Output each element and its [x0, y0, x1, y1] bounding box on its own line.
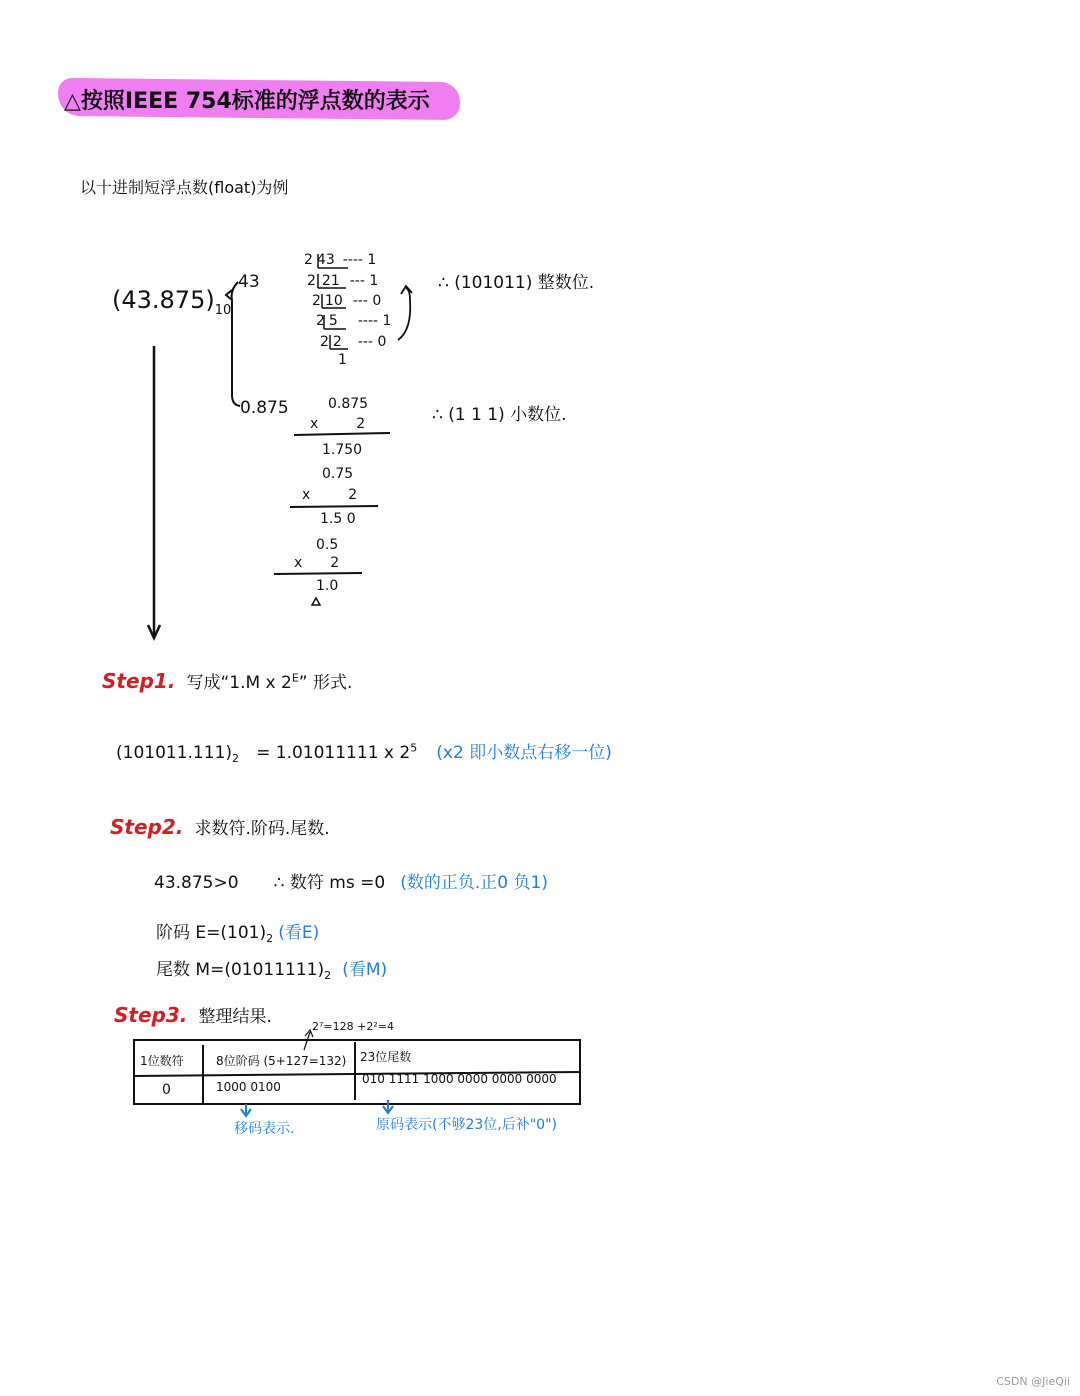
integer-part: 43 — [238, 272, 260, 292]
page-title: △按照IEEE 754标准的浮点数的表示 — [64, 89, 430, 114]
value-sign: 0 — [162, 1082, 171, 1098]
true-form-label: 原码表示(不够23位,后补"0") — [376, 1117, 557, 1133]
value-exponent: 1000 0100 — [216, 1080, 281, 1094]
header-mantissa: 23位尾数 — [360, 1050, 412, 1064]
step2-exponent: 阶码 $E=(101)_2$ (看E) — [156, 923, 320, 946]
header-sign: 1位数符 — [140, 1054, 184, 1068]
watermark: CSDN @JieQii — [996, 1375, 1070, 1388]
header-exponent: 8位阶码 (5+127=132) — [216, 1054, 347, 1068]
integer-bits-result: ∴ (101011) 整数位. — [438, 273, 595, 293]
fraction-bits-result: ∴ (1 1 1) 小数位. — [432, 405, 567, 425]
step1-equation: $(101011.111)_2 = 1.01011111$ x $2^5$ (x2 即小数点右移一位) — [116, 741, 612, 766]
step2-heading: Step2. 求数符.阶码.尾数. — [110, 815, 330, 839]
step3-heading: Step3. 整理结果. — [114, 1003, 272, 1027]
step3-annotation: 2⁷=128 +2²=4 — [312, 1020, 394, 1033]
step2-sign: 43.875>0 ∴ 数符 ms =0 (数的正负.正0 负1) — [154, 873, 548, 893]
biased-code-label: 移码表示. — [234, 1121, 295, 1137]
step2-mantissa: 尾数 $M=(01011111)_2$ (看M) — [156, 960, 388, 983]
decimal-number: $(43.875)_{10}$ — [112, 286, 232, 318]
value-mantissa: 010 1111 1000 0000 0000 0000 — [362, 1072, 557, 1086]
subtitle: 以十进制短浮点数(float)为例 — [80, 178, 289, 197]
step1-heading: Step1. 写成“1.M x $2^E$” 形式. — [102, 669, 353, 693]
fraction-part: 0.875 — [240, 398, 289, 418]
